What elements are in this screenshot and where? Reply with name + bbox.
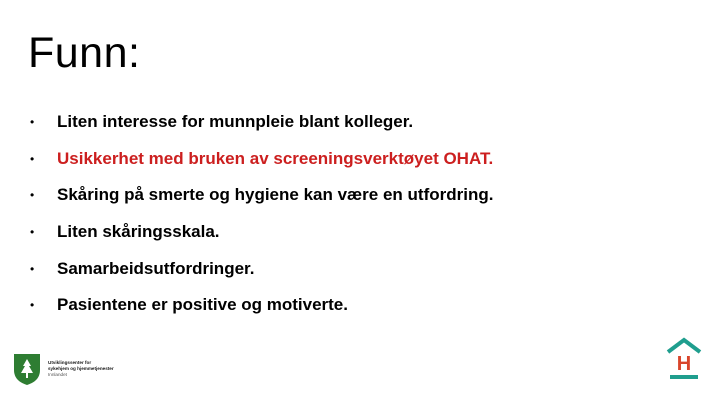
bullet-text: Pasientene er positive og motiverte. — [57, 295, 348, 315]
bullet-icon: • — [30, 151, 35, 166]
list-item — [28, 141, 493, 178]
home-h-icon — [664, 336, 704, 380]
list-item — [28, 287, 493, 324]
bullet-icon: • — [30, 298, 35, 313]
logo-text — [48, 360, 114, 378]
bullet-text: Liten skåringsskala. — [57, 222, 220, 242]
bullet-text: Skåring på smerte og hygiene kan være en utfordring. — [57, 185, 494, 205]
bullet-text: Liten interesse for munnpleie blant kolleger. — [57, 112, 414, 132]
bullet-icon: • — [30, 225, 35, 240]
bullet-icon: • — [30, 261, 35, 276]
list-item — [28, 214, 493, 251]
list-item — [28, 104, 493, 141]
bullet-icon: • — [30, 188, 35, 203]
bullet-text: Usikkerhet med bruken av screeningsverktøyet OHAT. — [57, 148, 494, 168]
logo-line-1: Utviklingssenter for — [48, 360, 92, 365]
logo-line-2: sykehjem og hjemmetjenester — [48, 366, 114, 371]
list-item — [28, 250, 493, 287]
h-letter: H — [676, 353, 692, 375]
page-title: Funn: — [28, 29, 141, 77]
bullet-text: Samarbeidsutfordringer. — [57, 258, 255, 278]
bullet-list — [28, 104, 493, 324]
list-item — [28, 177, 493, 214]
bullet-icon: • — [30, 115, 35, 130]
organization-logo — [12, 352, 114, 386]
logo-line-3: Innlandet — [48, 372, 67, 377]
county-crest-icon — [12, 352, 42, 386]
